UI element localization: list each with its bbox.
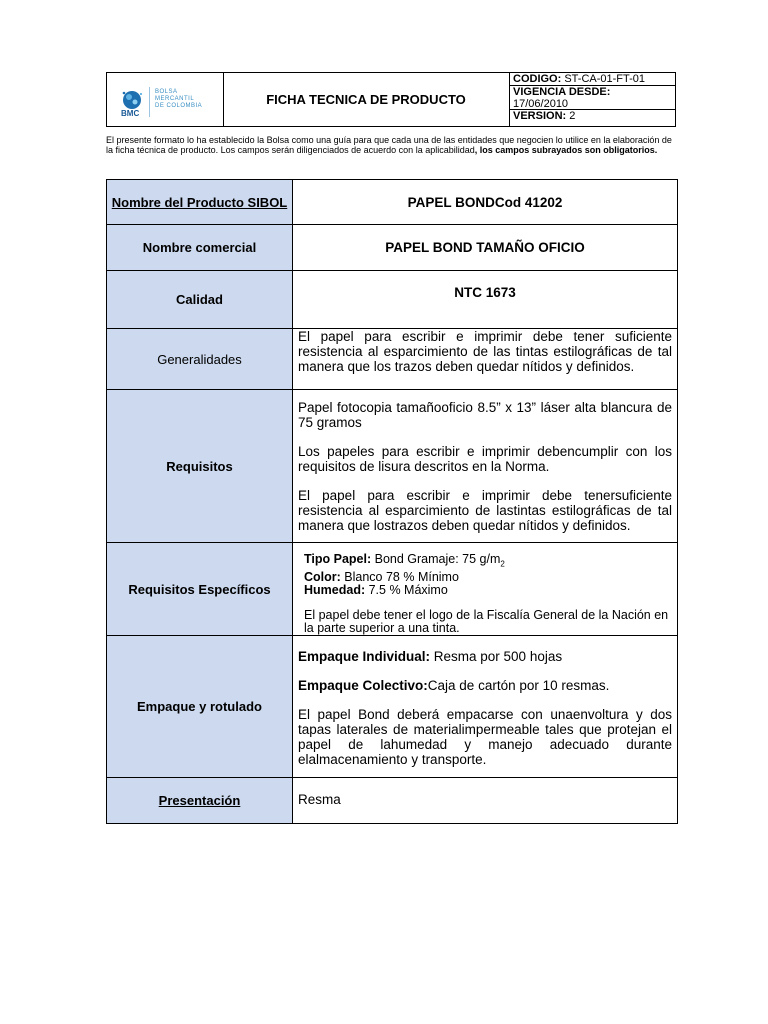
value-requisitos [293, 390, 677, 542]
document-title: FICHA TECNICA DE PRODUCTO [223, 73, 510, 126]
logo-abbr: BMC [121, 109, 140, 118]
value-nombre-sibol: PAPEL BONDCod 41202 [407, 194, 563, 210]
logo-cell [107, 73, 224, 126]
value-requisitos-especificos [293, 543, 677, 635]
empaque-description: El papel Bond deberá empacarse con unaenvoltura y dos tapas laterales de materialimpermeable tales que protejan el papel de lahumedad y manejo adecuado durante elalmacenamiento y transporte. [298, 707, 672, 767]
logo-requirement: El papel debe tener el logo de la Fiscalía General de la Nación en la parte superior a una tinta. [304, 607, 669, 635]
row-requisitos [107, 390, 677, 543]
label-empaque: Empaque y rotulado [107, 636, 293, 777]
label-requisitos-especificos: Requisitos Específicos [107, 543, 293, 635]
row-requisitos-especificos [107, 543, 677, 636]
humedad-line: Humedad: 7.5 % Máximo [304, 582, 448, 597]
tipo-papel-line: Tipo Papel: Bond Gramaje: 75 $g/m_2$ [304, 552, 505, 569]
requisitos-paragraph-2: Los papeles para escribir e imprimir debencumplir con los requisitos de lisura descritos en la Norma. [298, 444, 672, 474]
bmc-globe-icon [120, 89, 144, 111]
value-calidad: NTC 1673 [454, 285, 516, 300]
value-nombre-comercial: PAPEL BOND TAMAÑO OFICIO [385, 240, 585, 255]
label-nombre-sibol: Nombre del Producto SIBOL [107, 180, 293, 224]
empaque-individual: Empaque Individual: Resma por 500 hojas [298, 649, 563, 664]
row-generalidades [107, 329, 677, 390]
version-row: VERSION: 2 [513, 110, 576, 122]
color-line: Color: Blanco 78 % Mínimo [304, 569, 459, 584]
row-calidad [107, 271, 677, 329]
row-nombre-comercial [107, 225, 677, 271]
document-header [106, 72, 676, 127]
vigencia-row: VIGENCIA DESDE: 17/06/2010 [510, 86, 675, 110]
requisitos-paragraph-3: El papel para escribir e imprimir debe tenersuficiente resistencia al esparcimiento de lastintas estilográficas de tal manera que lostrazos deben quedar nítidos y definidos. [298, 488, 672, 533]
value-empaque [293, 636, 677, 777]
value-presentacion: Resma [298, 792, 341, 807]
instructions-note: El presente formato lo ha establecido la Bolsa como una guía para que cada una de las entidades que negocien lo utilice en la elaboración de la ficha técnica de producto. Los campos serán diligenciados de acuerdo con la aplicabilidad, los campos subrayados son obligatorios. [106, 135, 672, 155]
logo-text: BOLSA MERCANTIL DE COLOMBIA [155, 89, 203, 109]
row-empaque [107, 636, 677, 778]
label-presentacion: Presentación [107, 778, 293, 823]
codigo-row: CODIGO: ST-CA-01-FT-01 [510, 73, 675, 86]
requisitos-paragraph-1: Papel fotocopia tamañooficio 8.5” x 13” láser alta blancura de 75 gramos [298, 400, 672, 430]
value-generalidades: El papel para escribir e imprimir debe tener suficiente resistencia al esparcimiento de las tintas estilográficas de tal manera que los trazos deben quedar nítidos y definidos. [298, 329, 672, 374]
row-presentacion [107, 778, 677, 823]
row-nombre-sibol [107, 180, 677, 225]
document-meta [510, 73, 675, 126]
label-nombre-comercial: Nombre comercial [107, 225, 293, 270]
empaque-colectivo: Empaque Colectivo:Caja de cartón por 10 resmas. [298, 678, 610, 693]
product-table [106, 179, 678, 824]
label-requisitos: Requisitos [107, 390, 293, 542]
label-generalidades: Generalidades [107, 329, 293, 389]
label-calidad: Calidad [107, 271, 293, 328]
logo-divider [149, 87, 150, 117]
